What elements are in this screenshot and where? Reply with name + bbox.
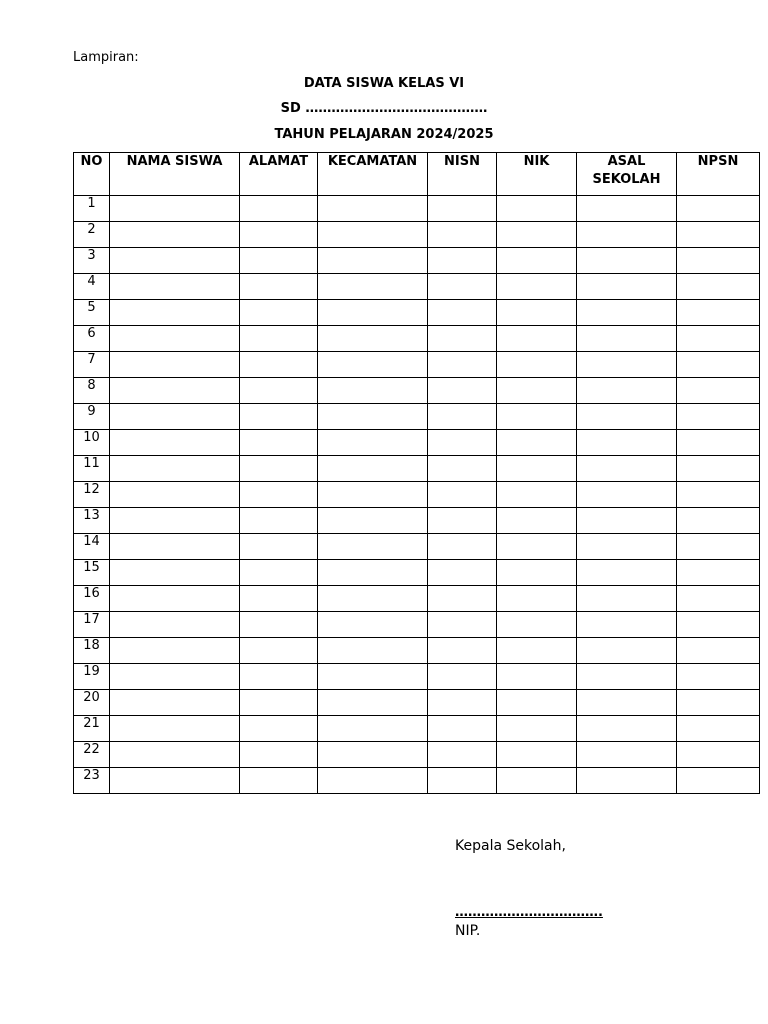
cell-nisn [428,482,497,508]
table-row [74,586,760,612]
cell-nik [497,378,577,404]
cell-nisn [428,716,497,742]
cell-nama-siswa [110,274,240,300]
cell-asal-sekolah [577,352,677,378]
table-row [74,534,760,560]
cell-nisn [428,560,497,586]
cell-asal-sekolah [577,222,677,248]
cell-alamat [240,378,318,404]
cell-npsn [677,300,760,326]
cell-asal-sekolah [577,248,677,274]
cell-nik [497,222,577,248]
table-row [74,378,760,404]
cell-kecamatan [318,482,428,508]
cell-nisn [428,638,497,664]
cell-nisn [428,508,497,534]
cell-nik [497,404,577,430]
cell-no: 10 [74,430,110,456]
cell-nama-siswa [110,560,240,586]
cell-nama-siswa [110,196,240,222]
table-row [74,664,760,690]
cell-alamat [240,222,318,248]
cell-asal-sekolah [577,664,677,690]
cell-no: 9 [74,404,110,430]
cell-alamat [240,638,318,664]
cell-nama-siswa [110,482,240,508]
cell-no: 4 [74,274,110,300]
cell-nisn [428,534,497,560]
cell-alamat [240,482,318,508]
cell-npsn [677,222,760,248]
cell-nisn [428,430,497,456]
cell-nama-siswa [110,716,240,742]
cell-nisn [428,248,497,274]
cell-asal-sekolah [577,742,677,768]
table-row [74,300,760,326]
cell-nik [497,534,577,560]
cell-npsn [677,508,760,534]
cell-nik [497,482,577,508]
cell-alamat [240,404,318,430]
cell-nisn [428,404,497,430]
table-row [74,248,760,274]
cell-alamat [240,274,318,300]
table-row [74,508,760,534]
cell-nama-siswa [110,612,240,638]
table-row [74,638,760,664]
cell-nik [497,196,577,222]
cell-alamat [240,742,318,768]
cell-nisn [428,222,497,248]
cell-kecamatan [318,456,428,482]
header-nama-siswa: NAMA SISWA [110,153,240,196]
table-row [74,716,760,742]
cell-no: 18 [74,638,110,664]
cell-asal-sekolah [577,560,677,586]
cell-nisn [428,274,497,300]
cell-npsn [677,742,760,768]
cell-npsn [677,274,760,300]
cell-kecamatan [318,768,428,794]
cell-asal-sekolah [577,378,677,404]
cell-npsn [677,456,760,482]
cell-nama-siswa [110,508,240,534]
cell-nisn [428,352,497,378]
cell-asal-sekolah [577,612,677,638]
cell-no: 19 [74,664,110,690]
cell-asal-sekolah [577,482,677,508]
cell-kecamatan [318,378,428,404]
cell-asal-sekolah [577,586,677,612]
table-row [74,196,760,222]
table-row [74,612,760,638]
header-alamat: ALAMAT [240,153,318,196]
cell-asal-sekolah [577,638,677,664]
cell-nisn [428,742,497,768]
cell-nik [497,768,577,794]
cell-alamat [240,196,318,222]
cell-kecamatan [318,430,428,456]
cell-nama-siswa [110,326,240,352]
cell-alamat [240,534,318,560]
table-row [74,690,760,716]
cell-nama-siswa [110,638,240,664]
cell-kecamatan [318,534,428,560]
cell-nisn [428,612,497,638]
cell-nik [497,690,577,716]
cell-nik [497,456,577,482]
cell-alamat [240,248,318,274]
cell-nama-siswa [110,300,240,326]
table-row [74,274,760,300]
cell-nama-siswa [110,456,240,482]
cell-alamat [240,690,318,716]
document-title: DATA SISWA KELAS VI [303,76,465,91]
cell-npsn [677,534,760,560]
cell-alamat [240,456,318,482]
cell-alamat [240,430,318,456]
cell-nisn [428,378,497,404]
cell-alamat [240,612,318,638]
cell-nisn [428,300,497,326]
cell-nisn [428,768,497,794]
cell-nisn [428,196,497,222]
cell-npsn [677,768,760,794]
cell-no: 8 [74,378,110,404]
cell-nama-siswa [110,534,240,560]
table-row [74,456,760,482]
cell-no: 15 [74,560,110,586]
cell-no: 3 [74,248,110,274]
cell-nik [497,638,577,664]
table-row [74,404,760,430]
table-row [74,742,760,768]
cell-asal-sekolah [577,300,677,326]
cell-kecamatan [318,690,428,716]
cell-nik [497,560,577,586]
cell-no: 2 [74,222,110,248]
cell-kecamatan [318,612,428,638]
student-data-table [73,152,760,794]
cell-npsn [677,352,760,378]
cell-no: 20 [74,690,110,716]
cell-nik [497,612,577,638]
cell-asal-sekolah [577,716,677,742]
cell-asal-sekolah [577,326,677,352]
cell-asal-sekolah [577,274,677,300]
cell-npsn [677,430,760,456]
cell-nisn [428,690,497,716]
cell-asal-sekolah [577,508,677,534]
cell-npsn [677,248,760,274]
header-nik: NIK [497,153,577,196]
cell-nama-siswa [110,768,240,794]
cell-nik [497,352,577,378]
signature-title: Kepala Sekolah, [455,838,566,854]
cell-alamat [240,716,318,742]
cell-nik [497,430,577,456]
cell-alamat [240,560,318,586]
cell-nisn [428,456,497,482]
cell-no: 17 [74,612,110,638]
cell-asal-sekolah [577,430,677,456]
cell-no: 16 [74,586,110,612]
cell-npsn [677,716,760,742]
cell-npsn [677,612,760,638]
cell-no: 1 [74,196,110,222]
cell-alamat [240,768,318,794]
cell-alamat [240,300,318,326]
cell-nama-siswa [110,430,240,456]
cell-npsn [677,482,760,508]
cell-no: 6 [74,326,110,352]
cell-no: 5 [74,300,110,326]
cell-asal-sekolah [577,456,677,482]
cell-npsn [677,638,760,664]
cell-nama-siswa [110,404,240,430]
cell-nik [497,716,577,742]
cell-no: 7 [74,352,110,378]
cell-nama-siswa [110,222,240,248]
cell-nama-siswa [110,742,240,768]
cell-kecamatan [318,560,428,586]
cell-no: 23 [74,768,110,794]
cell-npsn [677,560,760,586]
cell-alamat [240,664,318,690]
lampiran-label: Lampiran: [73,50,139,65]
cell-npsn [677,378,760,404]
table-header-row [74,153,760,196]
header-asal-sekolah: ASAL SEKOLAH [577,153,677,196]
cell-alamat [240,586,318,612]
signature-name-line: ……………………………. [455,905,603,920]
cell-nik [497,248,577,274]
cell-kecamatan [318,300,428,326]
table-row [74,352,760,378]
cell-no: 12 [74,482,110,508]
cell-npsn [677,664,760,690]
cell-alamat [240,352,318,378]
cell-asal-sekolah [577,404,677,430]
cell-nik [497,742,577,768]
table-row [74,768,760,794]
cell-no: 22 [74,742,110,768]
cell-asal-sekolah [577,534,677,560]
cell-kecamatan [318,352,428,378]
academic-year: TAHUN PELAJARAN 2024/2025 [274,127,494,142]
cell-kecamatan [318,664,428,690]
cell-nik [497,274,577,300]
cell-nik [497,664,577,690]
cell-kecamatan [318,222,428,248]
school-name-line: SD …………………………………… [280,101,488,116]
cell-npsn [677,690,760,716]
signature-nip: NIP. [455,923,481,939]
cell-nama-siswa [110,690,240,716]
cell-nama-siswa [110,664,240,690]
cell-asal-sekolah [577,768,677,794]
cell-kecamatan [318,196,428,222]
cell-kecamatan [318,326,428,352]
header-nisn: NISN [428,153,497,196]
table-row [74,560,760,586]
cell-kecamatan [318,742,428,768]
cell-no: 21 [74,716,110,742]
cell-asal-sekolah [577,196,677,222]
cell-kecamatan [318,248,428,274]
cell-nik [497,326,577,352]
cell-nik [497,586,577,612]
cell-nama-siswa [110,378,240,404]
cell-kecamatan [318,274,428,300]
cell-nama-siswa [110,586,240,612]
cell-nisn [428,586,497,612]
table-row [74,482,760,508]
cell-asal-sekolah [577,690,677,716]
cell-npsn [677,404,760,430]
cell-nisn [428,664,497,690]
cell-npsn [677,326,760,352]
cell-npsn [677,586,760,612]
table-row [74,430,760,456]
cell-kecamatan [318,508,428,534]
cell-no: 13 [74,508,110,534]
cell-nama-siswa [110,248,240,274]
cell-nisn [428,326,497,352]
cell-nama-siswa [110,352,240,378]
cell-nik [497,300,577,326]
cell-nik [497,508,577,534]
cell-alamat [240,326,318,352]
cell-no: 11 [74,456,110,482]
header-kecamatan: KECAMATAN [318,153,428,196]
header-no: NO [74,153,110,196]
cell-alamat [240,508,318,534]
cell-kecamatan [318,586,428,612]
cell-no: 14 [74,534,110,560]
cell-npsn [677,196,760,222]
header-npsn: NPSN [677,153,760,196]
table-row [74,222,760,248]
table-row [74,326,760,352]
cell-kecamatan [318,716,428,742]
cell-kecamatan [318,404,428,430]
cell-kecamatan [318,638,428,664]
